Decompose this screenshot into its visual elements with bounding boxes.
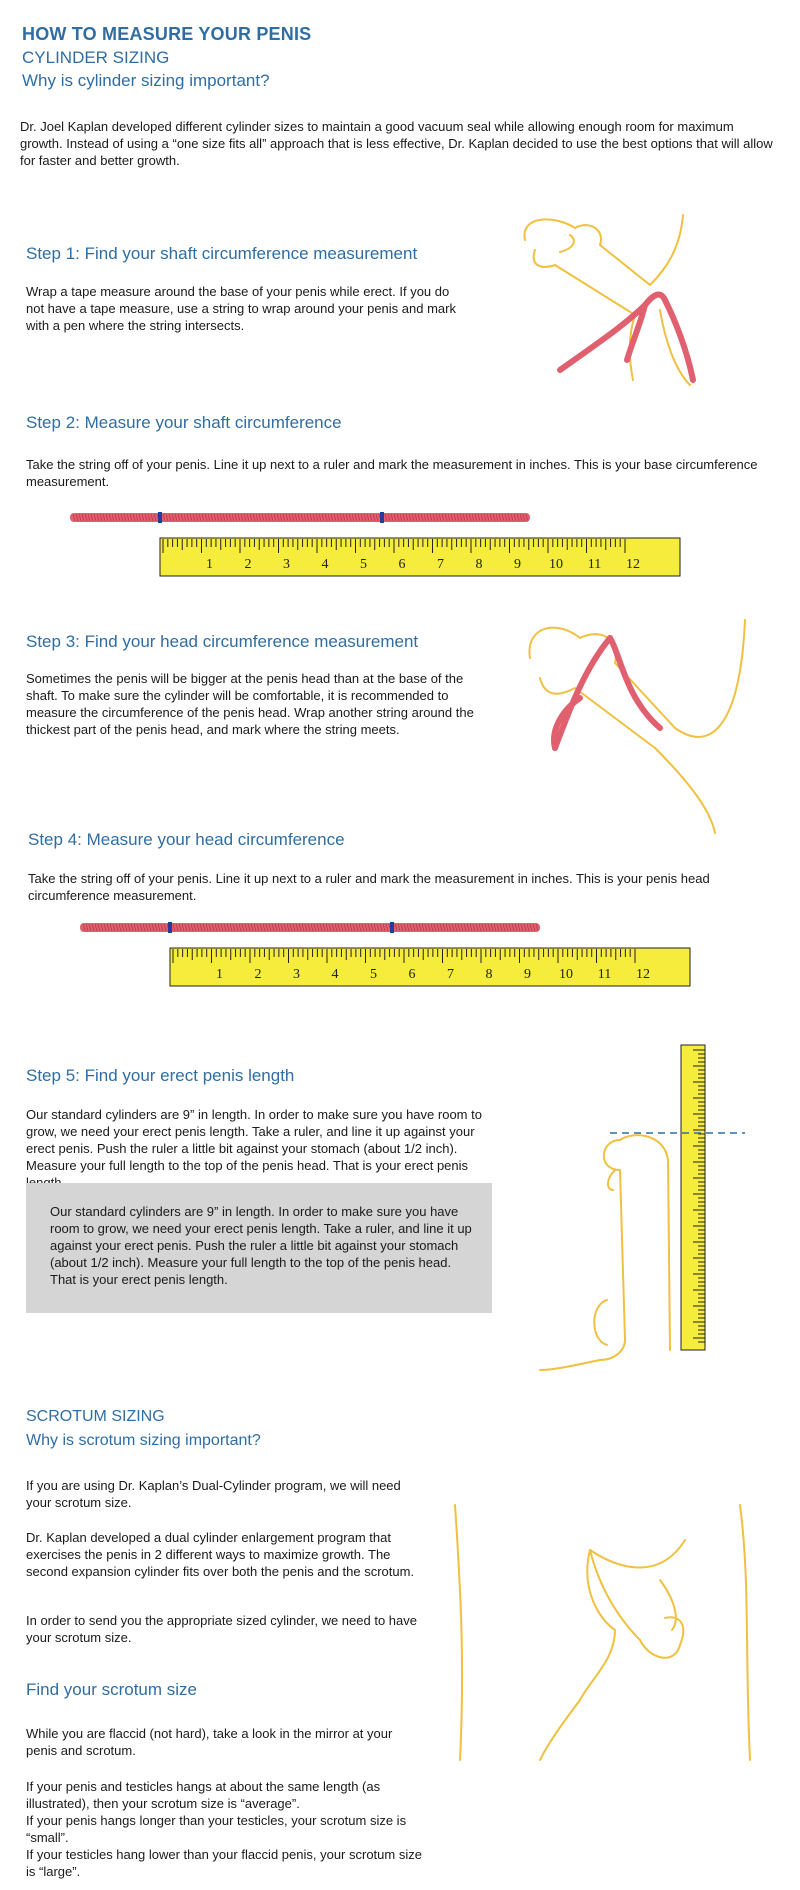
scrotum-section-title [26, 1408, 165, 1426]
step2-tick-label: 4 [321, 557, 329, 572]
step4-tick-label: 12 [636, 967, 650, 982]
scrotum-title-text: SCROTUM SIZING [26, 1408, 165, 1425]
step2-tick-label: 10 [549, 557, 563, 572]
step5-note-text: Our standard cylinders are 9” in length. In order to make sure you have room to grow, we need your erect penis length. Take a ruler, and line it up against your erect penis. Push the ruler a little bit against your stomach (about 1/2 inch). Measure your full length to the top of the penis head. That is your erect penis length. [50, 1204, 472, 1287]
step2-body: Take the string off of your penis. Line it up next to a ruler and mark the measurement in inches. This is your base circumference measurement. [26, 457, 758, 489]
step2-heading: Step 2: Measure your shaft circumference [26, 413, 342, 432]
step3-heading: Step 3: Find your head circumference measurement [26, 632, 419, 651]
step4-tick-label: 7 [447, 967, 454, 982]
step2-ruler [160, 538, 680, 576]
step2-string [70, 512, 530, 523]
step2-tick-label: 3 [283, 557, 290, 572]
step2-tick-label: 2 [244, 557, 252, 572]
step2-tick-label: 8 [475, 557, 483, 572]
section-question: Why is cylinder sizing important? [22, 71, 270, 90]
scrotum-illustration [440, 1500, 770, 1770]
step1-heading: Step 1: Find your shaft circumference measurement [26, 244, 418, 263]
step1-body: Wrap a tape measure around the base of your penis while erect. If you do not have a tape measure, use a string to wrap around your penis and mark with a pen where the string intersects. [26, 284, 456, 333]
step4-tick-label: 3 [293, 967, 300, 982]
step4-tick-label: 9 [524, 967, 531, 982]
step4-tick-label: 6 [408, 967, 416, 982]
step4-tick-label: 10 [559, 967, 573, 982]
step3-body: Sometimes the penis will be bigger at the penis head than at the base of the shaft. To make sure the cylinder will be comfortable, it is recommended to measure the circumference of the penis head. Wrap another string around the thickest part of the penis head, and mark where the string meets. [26, 671, 474, 737]
scrotum-p5: If your penis and testicles hangs at about the same length (as illustrated), then your scrotum size is “average”. [26, 1779, 381, 1811]
step4-tick-label: 11 [597, 967, 612, 982]
step5-heading: Step 5: Find your erect penis length [26, 1066, 295, 1085]
step3-illustration [525, 618, 780, 833]
scrotum-p3: In order to send you the appropriate sized cylinder, we need to have your scrotum size. [26, 1613, 417, 1645]
scrotum-p1: If you are using Dr. Kaplan’s Dual-Cylinder program, we will need your scrotum size. [26, 1478, 401, 1510]
step2-tick-label: 9 [514, 557, 521, 572]
step2-ruler-illustration [70, 510, 690, 580]
step2-tick-label: 12 [626, 557, 640, 572]
step2-tick-label: 7 [437, 557, 444, 572]
step4-tick-label: 2 [254, 967, 262, 982]
step4-tick-label: 5 [370, 967, 377, 982]
page-title: HOW TO MEASURE YOUR PENIS [22, 24, 312, 44]
step4-tick-label: 8 [485, 967, 493, 982]
step2-tick-label: 1 [206, 557, 213, 572]
step4-tick-label: 4 [331, 967, 339, 982]
step4-ruler-illustration [80, 920, 700, 990]
step4-mark-end [390, 922, 394, 933]
scrotum-p2: Dr. Kaplan developed a dual cylinder enlargement program that exercises the penis in 2 different ways to maximize growth. The second expansion cylinder fits over both the penis and the scrotum. [26, 1530, 415, 1579]
step5-body: Our standard cylinders are 9” in length. In order to make sure you have room to grow, we need your erect penis length. Take a ruler, and line it up against your erect penis. Push the ruler a little bit against your stomach (about 1/2 inch). Measure your full length to the top of the penis head. That is your erect penis [26, 1107, 482, 1173]
scrotum-question: Why is scrotum sizing important? [26, 1432, 261, 1449]
scrotum-find-heading: Find your scrotum size [26, 1680, 197, 1699]
step4-body: Take the string off of your penis. Line it up next to a ruler and mark the measurement in inches. This is your penis head circumference measurement. [28, 871, 710, 903]
step4-heading: Step 4: Measure your head circumference [28, 830, 345, 849]
step2-mark-end [380, 512, 384, 523]
scrotum-p7: If your testicles hang lower than your flaccid penis, your scrotum size is “large”. [26, 1847, 422, 1879]
step4-tick-label: 1 [216, 967, 223, 982]
step2-mark-start [158, 512, 162, 523]
step2-tick-label: 11 [587, 557, 602, 572]
step4-mark-start [168, 922, 172, 933]
intro-paragraph: Dr. Joel Kaplan developed different cylinder sizes to maintain a good vacuum seal while allowing enough room for maximum growth. Instead of using a “one size fits all” approach that is less effective, Dr. Kaplan decided to use the best options that will allow for faster and better growth. [20, 119, 773, 168]
step5-note-box [26, 1183, 492, 1313]
step4-ruler [170, 948, 690, 986]
section-title-cylinder-sizing: CYLINDER SIZING [22, 48, 170, 67]
step5-illustration [535, 1040, 750, 1370]
scrotum-p4: While you are flaccid (not hard), take a look in the mirror at your penis and scrotum. [26, 1726, 393, 1758]
scrotum-p6: If your penis hangs longer than your testicles, your scrotum size is “small”. [26, 1813, 407, 1845]
step1-illustration [515, 210, 765, 390]
step2-tick-label: 6 [398, 557, 406, 572]
step4-string [80, 922, 540, 933]
step2-tick-label: 5 [360, 557, 367, 572]
